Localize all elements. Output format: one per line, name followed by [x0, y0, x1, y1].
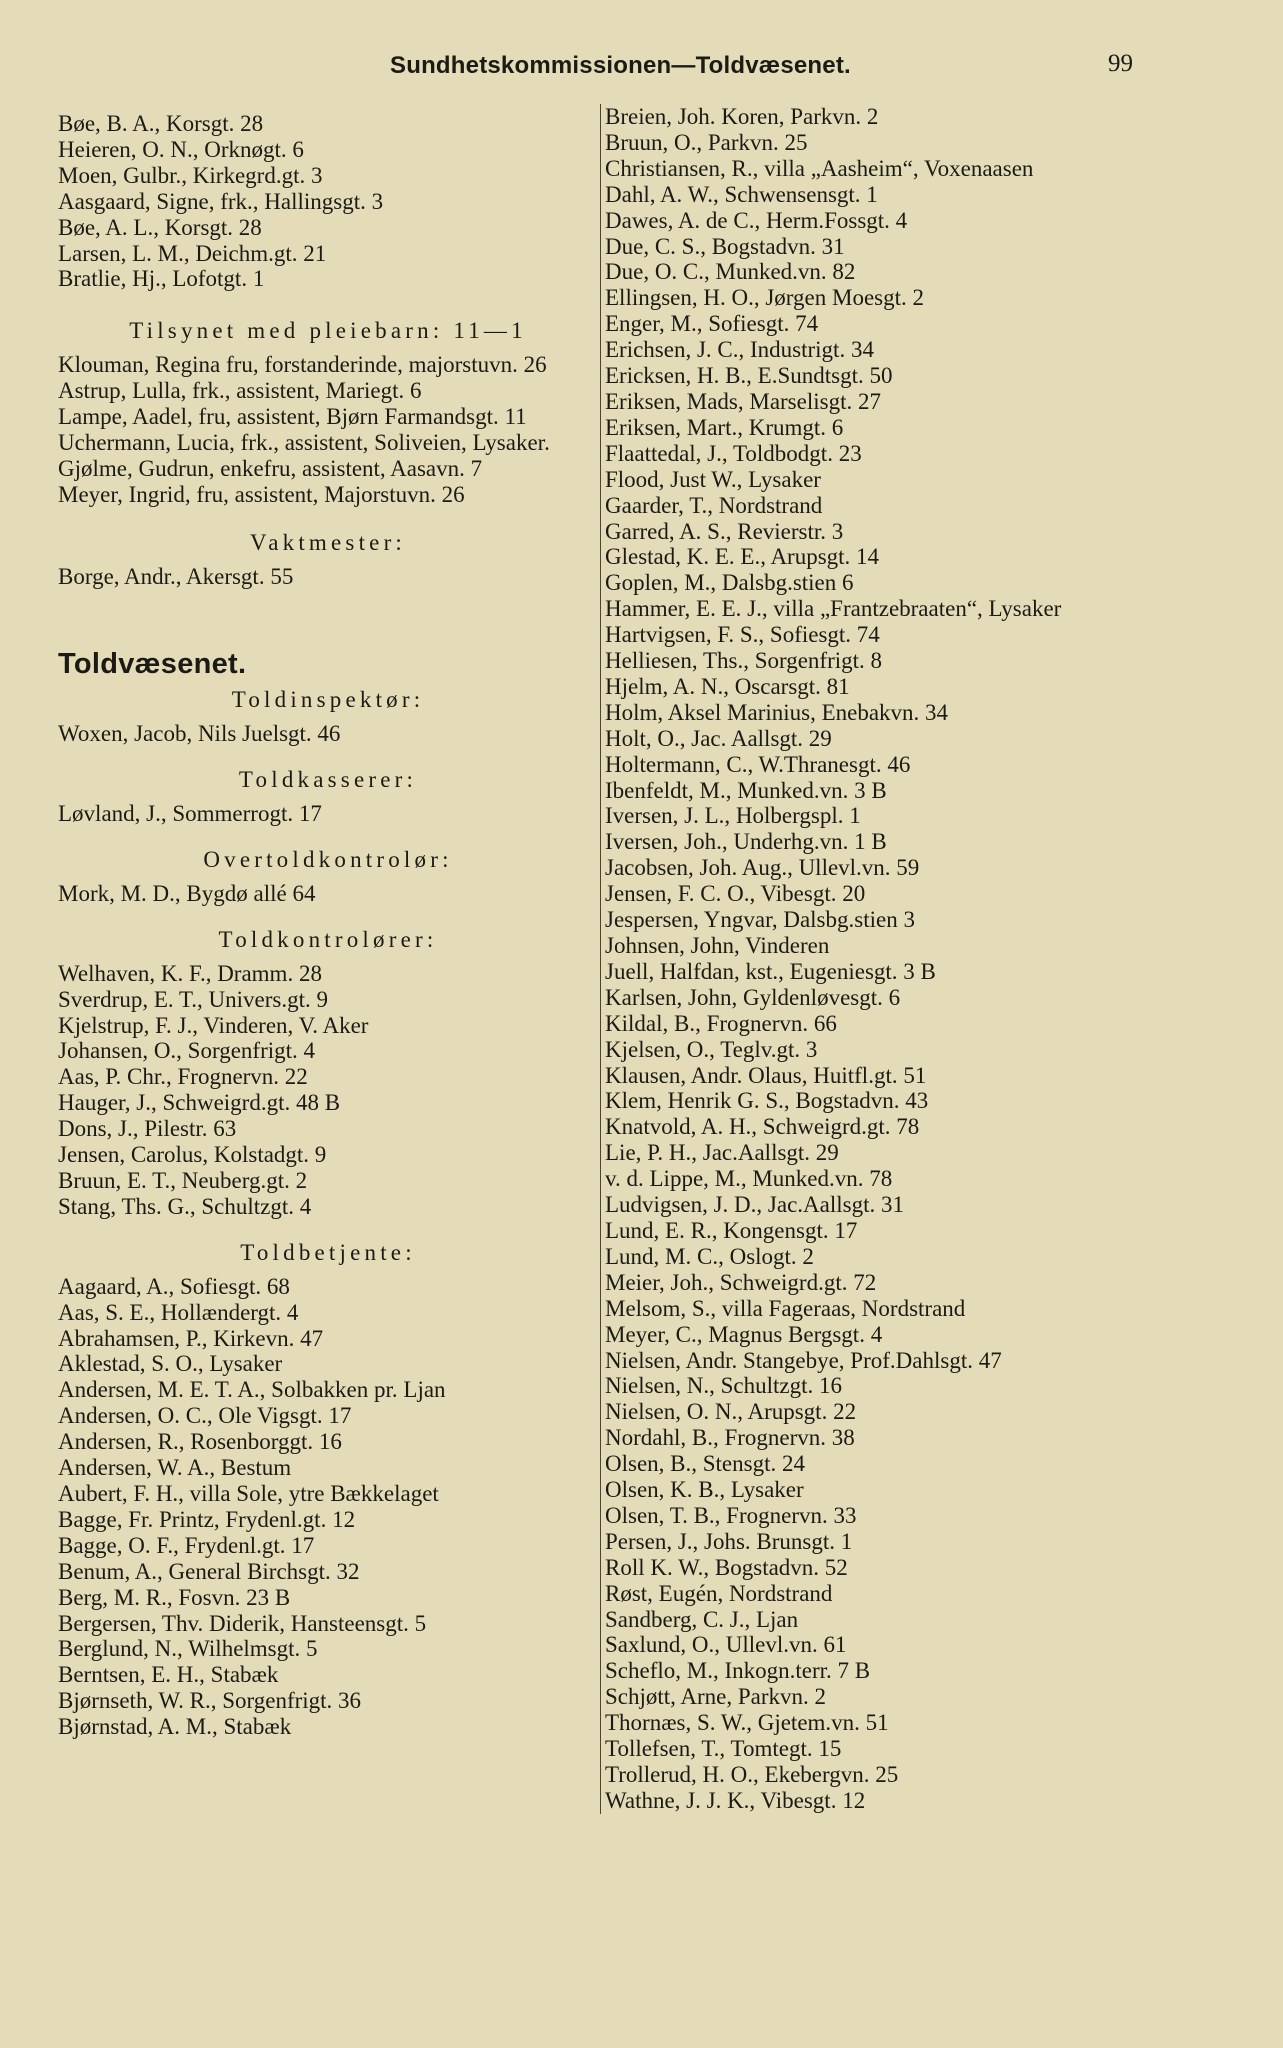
directory-entry: Abrahamsen, P., Kirkevn. 47 [58, 1325, 324, 1351]
directory-entry: Knatvold, A. H., Schweigrd.gt. 78 [605, 1114, 920, 1140]
directory-entry: Bruun, E. T., Neuberg.gt. 2 [58, 1168, 308, 1193]
directory-entry: Ellingsen, H. O., Jørgen Moesgt. 2 [605, 285, 925, 311]
directory-entry: Larsen, L. M., Deichm.gt. 21 [58, 240, 327, 266]
directory-entry: Glestad, K. E. E., Arupsgt. 14 [605, 544, 880, 570]
entry-list-right [605, 104, 1165, 1814]
directory-entry: Astrup, Lulla, frk., assistent, Mariegt. 6 [58, 378, 422, 404]
directory-entry: Scheflo, M., Inkogn.terr. 7 B [605, 1658, 871, 1684]
directory-entry: Karlsen, John, Gyldenløvesgt. 6 [605, 984, 901, 1010]
directory-entry: Kjelsen, O., Teglv.gt. 3 [605, 1036, 818, 1062]
directory-entry: Holt, O., Jac. Aallsgt. 29 [605, 725, 832, 751]
directory-entry: Andersen, O. C., Ole Vigsgt. 17 [58, 1403, 352, 1429]
directory-entry: Bøe, B. A., Korsgt. 28 [58, 111, 264, 136]
directory-entry: Hartvigsen, F. S., Sofiesgt. 74 [605, 622, 880, 648]
directory-entry: Ericksen, H. B., E.Sundtsgt. 50 [605, 363, 893, 389]
directory-entry: Aklestad, S. O., Lysaker [58, 1351, 283, 1377]
directory-entry: Andersen, W. A., Bestum [58, 1455, 292, 1481]
directory-entry: Bagge, Fr. Printz, Frydenl.gt. 12 [58, 1506, 356, 1532]
directory-entry: Helliesen, Ths., Sorgenfrigt. 8 [605, 648, 883, 674]
section-title-toldvaesenet: Toldvæsenet. [58, 647, 247, 680]
directory-entry: Tollefsen, T., Tomtegt. 15 [605, 1736, 842, 1762]
directory-entry: Lampe, Aadel, fru, assistent, Bjørn Farmandsgt. 11 [58, 404, 527, 430]
directory-entry: Dons, J., Pilestr. 63 [58, 1116, 237, 1142]
directory-entry: Klausen, Andr. Olaus, Huitfl.gt. 51 [605, 1062, 927, 1088]
heading-overtoldkontrolor: Overtoldkontrolør: [203, 847, 453, 873]
entry-list-top [58, 111, 598, 292]
directory-entry: Bøe, A. L., Korsgt. 28 [58, 214, 262, 240]
heading-tilsynet: Tilsynet med pleiebarn: 11—1 [129, 318, 527, 344]
directory-entry: Kildal, B., Frognervn. 66 [605, 1010, 837, 1036]
entry-list-toldbetjente [58, 1274, 598, 1740]
directory-entry: Jacobsen, Joh. Aug., Ullevl.vn. 59 [605, 855, 920, 881]
directory-entry: Lie, P. H., Jac.Aallsgt. 29 [605, 1140, 839, 1166]
directory-entry: Holm, Aksel Marinius, Enebakvn. 34 [605, 699, 949, 725]
directory-entry: Trollerud, H. O., Ekebergvn. 25 [605, 1762, 899, 1787]
directory-entry: Aas, S. E., Hollændergt. 4 [58, 1299, 299, 1325]
heading-toldkasserer: Toldkasserer: [238, 767, 418, 793]
directory-entry: Berg, M. R., Fosvn. 23 B [58, 1584, 291, 1610]
directory-entry: Uchermann, Lucia, frk., assistent, Soliveien, Lysaker. [58, 429, 550, 455]
directory-entry: Nordahl, B., Frognervn. 38 [605, 1425, 855, 1451]
directory-entry: Due, C. S., Bogstadvn. 31 [605, 233, 845, 259]
directory-entry: Juell, Halfdan, kst., Eugeniesgt. 3 B [605, 958, 936, 984]
directory-entry: Flaattedal, J., Toldbodgt. 23 [605, 440, 862, 466]
directory-entry: Sverdrup, E. T., Univers.gt. 9 [58, 986, 329, 1012]
directory-entry: Klouman, Regina fru, forstanderinde, majorstuvn. 26 [58, 352, 547, 378]
directory-entry: Røst, Eugén, Nordstrand [605, 1580, 833, 1606]
directory-entry: Jensen, Carolus, Kolstadgt. 9 [58, 1142, 327, 1168]
directory-entry: Olsen, K. B., Lysaker [605, 1477, 804, 1503]
directory-entry: Aasgaard, Signe, frk., Hallingsgt. 3 [58, 188, 384, 214]
entry-list-toldkontrolorer [58, 961, 598, 1220]
directory-entry: Bjørnstad, A. M., Stabæk [58, 1714, 292, 1740]
entry-list-toldkasserer [58, 801, 598, 827]
directory-entry: Kjelstrup, F. J., Vinderen, V. Aker [58, 1012, 369, 1038]
directory-entry: Bratlie, Hj., Lofotgt. 1 [58, 266, 265, 292]
directory-entry: Hammer, E. E. J., villa „Frantzebraaten“, Lysaker [605, 596, 1062, 622]
directory-entry: Flood, Just W., Lysaker [605, 466, 821, 492]
directory-entry: Iversen, J. L., Holbergspl. 1 [605, 803, 861, 829]
directory-entry: Olsen, T. B., Frognervn. 33 [605, 1502, 857, 1528]
directory-entry: Olsen, B., Stensgt. 24 [605, 1451, 805, 1477]
directory-entry: Schjøtt, Arne, Parkvn. 2 [605, 1684, 827, 1710]
directory-entry: Due, O. C., Munked.vn. 82 [605, 259, 856, 285]
directory-entry: Eriksen, Mads, Marselisgt. 27 [605, 388, 881, 414]
directory-entry: Erichsen, J. C., Industrigt. 34 [605, 337, 874, 363]
directory-entry: Mork, M. D., Bygdø allé 64 [58, 880, 316, 906]
directory-entry: Jespersen, Yngvar, Dalsbg.stien 3 [605, 907, 915, 933]
directory-entry: Bjørnseth, W. R., Sorgenfrigt. 36 [58, 1688, 362, 1714]
directory-entry: Iversen, Joh., Underhg.vn. 1 B [605, 829, 887, 855]
directory-entry: Meyer, C., Magnus Bergsgt. 4 [605, 1321, 883, 1347]
directory-entry: Wathne, J. J. K., Vibesgt. 12 [605, 1787, 866, 1813]
directory-entry: Klem, Henrik G. S., Bogstadvn. 43 [605, 1088, 929, 1114]
directory-entry: Johnsen, John, Vinderen [605, 933, 830, 958]
directory-entry: Andersen, M. E. T. A., Solbakken pr. Ljan [58, 1377, 446, 1403]
directory-entry: Woxen, Jacob, Nils Juelsgt. 46 [58, 721, 341, 747]
directory-entry: Hjelm, A. N., Oscarsgt. 81 [605, 673, 850, 699]
directory-entry: Nielsen, O. N., Arupsgt. 22 [605, 1399, 857, 1425]
directory-entry: Moen, Gulbr., Kirkegrd.gt. 3 [58, 162, 323, 188]
directory-entry: Ibenfeldt, M., Munked.vn. 3 B [605, 777, 887, 803]
heading-toldinspektor: Toldinspektør: [231, 687, 425, 713]
directory-entry: Bergersen, Thv. Diderik, Hansteensgt. 5 [58, 1610, 427, 1636]
directory-entry: Gjølme, Gudrun, enkefru, assistent, Aasavn. 7 [58, 455, 483, 481]
directory-entry: Hauger, J., Schweigrd.gt. 48 B [58, 1090, 341, 1116]
directory-entry: Sandberg, C. J., Ljan [605, 1606, 799, 1632]
directory-entry: Lund, E. R., Kongensgt. 17 [605, 1217, 858, 1243]
directory-entry: Enger, M., Sofiesgt. 74 [605, 311, 819, 337]
directory-entry: v. d. Lippe, M., Munked.vn. 78 [605, 1166, 893, 1192]
directory-entry: Gaarder, T., Nordstrand [605, 492, 823, 518]
directory-entry: Meier, Joh., Schweigrd.gt. 72 [605, 1269, 877, 1295]
directory-entry: Thornæs, S. W., Gjetem.vn. 51 [605, 1710, 889, 1736]
directory-entry: Goplen, M., Dalsbg.stien 6 [605, 570, 854, 596]
directory-entry: Jensen, F. C. O., Vibesgt. 20 [605, 881, 866, 907]
directory-entry: Persen, J., Johs. Brunsgt. 1 [605, 1528, 853, 1554]
directory-entry: Breien, Joh. Koren, Parkvn. 2 [605, 104, 879, 129]
directory-entry: Saxlund, O., Ullevl.vn. 61 [605, 1632, 847, 1658]
directory-entry: Roll K. W., Bogstadvn. 52 [605, 1554, 848, 1580]
directory-entry: Eriksen, Mart., Krumgt. 6 [605, 414, 844, 440]
directory-entry: Ludvigsen, J. D., Jac.Aallsgt. 31 [605, 1192, 904, 1218]
running-title: Sundhetskommissionen—Toldvæsenet. [390, 52, 851, 79]
entry-list-toldinspektor [58, 721, 598, 747]
directory-entry: Nielsen, N., Schultzgt. 16 [605, 1373, 842, 1399]
left-column [58, 111, 598, 1740]
directory-entry: Heieren, O. N., Orknøgt. 6 [58, 136, 304, 162]
page-number: 99 [1108, 50, 1133, 77]
directory-entry: Johansen, O., Sorgenfrigt. 4 [58, 1038, 316, 1064]
directory-entry: Aubert, F. H., villa Sole, ytre Bækkelaget [58, 1480, 439, 1506]
directory-entry: Berntsen, E. H., Stabæk [58, 1662, 279, 1688]
directory-entry: Christiansen, R., villa „Aasheim“, Voxenaasen [605, 155, 1034, 181]
directory-entry: Aas, P. Chr., Frognervn. 22 [58, 1064, 308, 1090]
directory-entry: Garred, A. S., Revierstr. 3 [605, 518, 844, 544]
directory-entry: Dahl, A. W., Schwensensgt. 1 [605, 181, 878, 207]
directory-entry: Aagaard, A., Sofiesgt. 68 [58, 1273, 290, 1299]
directory-entry: Melsom, S., villa Fageraas, Nordstrand [605, 1295, 966, 1321]
heading-vaktmester: Vaktmester: [249, 529, 407, 555]
directory-entry: Benum, A., General Birchsgt. 32 [58, 1558, 360, 1584]
directory-entry: Welhaven, K. F., Dramm. 28 [58, 960, 322, 986]
directory-entry: Holtermann, C., W.Thranesgt. 46 [605, 751, 911, 777]
entry-list-vaktmester [58, 564, 598, 590]
directory-entry: Bagge, O. F., Frydenl.gt. 17 [58, 1532, 315, 1558]
directory-entry: Stang, Ths. G., Schultzgt. 4 [58, 1193, 312, 1219]
directory-entry: Dawes, A. de C., Herm.Fossgt. 4 [605, 207, 908, 233]
page-header [0, 48, 1283, 88]
entry-list-tilsynet [58, 352, 598, 507]
directory-entry: Meyer, Ingrid, fru, assistent, Majorstuvn. 26 [58, 481, 465, 507]
directory-entry: Andersen, R., Rosenborggt. 16 [58, 1429, 342, 1455]
heading-toldkontrolorer: Toldkontrolører: [218, 926, 438, 952]
directory-entry: Nielsen, Andr. Stangebye, Prof.Dahlsgt. 47 [605, 1347, 1002, 1373]
directory-entry: Berglund, N., Wilhelmsgt. 5 [58, 1636, 318, 1662]
directory-entry: Løvland, J., Sommerrogt. 17 [58, 801, 322, 827]
right-column [600, 104, 1165, 1814]
heading-toldbetjente: Toldbetjente: [240, 1239, 416, 1265]
directory-entry: Bruun, O., Parkvn. 25 [605, 129, 808, 155]
directory-entry: Lund, M. C., Oslogt. 2 [605, 1243, 814, 1269]
directory-entry: Borge, Andr., Akersgt. 55 [58, 563, 294, 589]
entry-list-overtoldkontrolor [58, 881, 598, 907]
